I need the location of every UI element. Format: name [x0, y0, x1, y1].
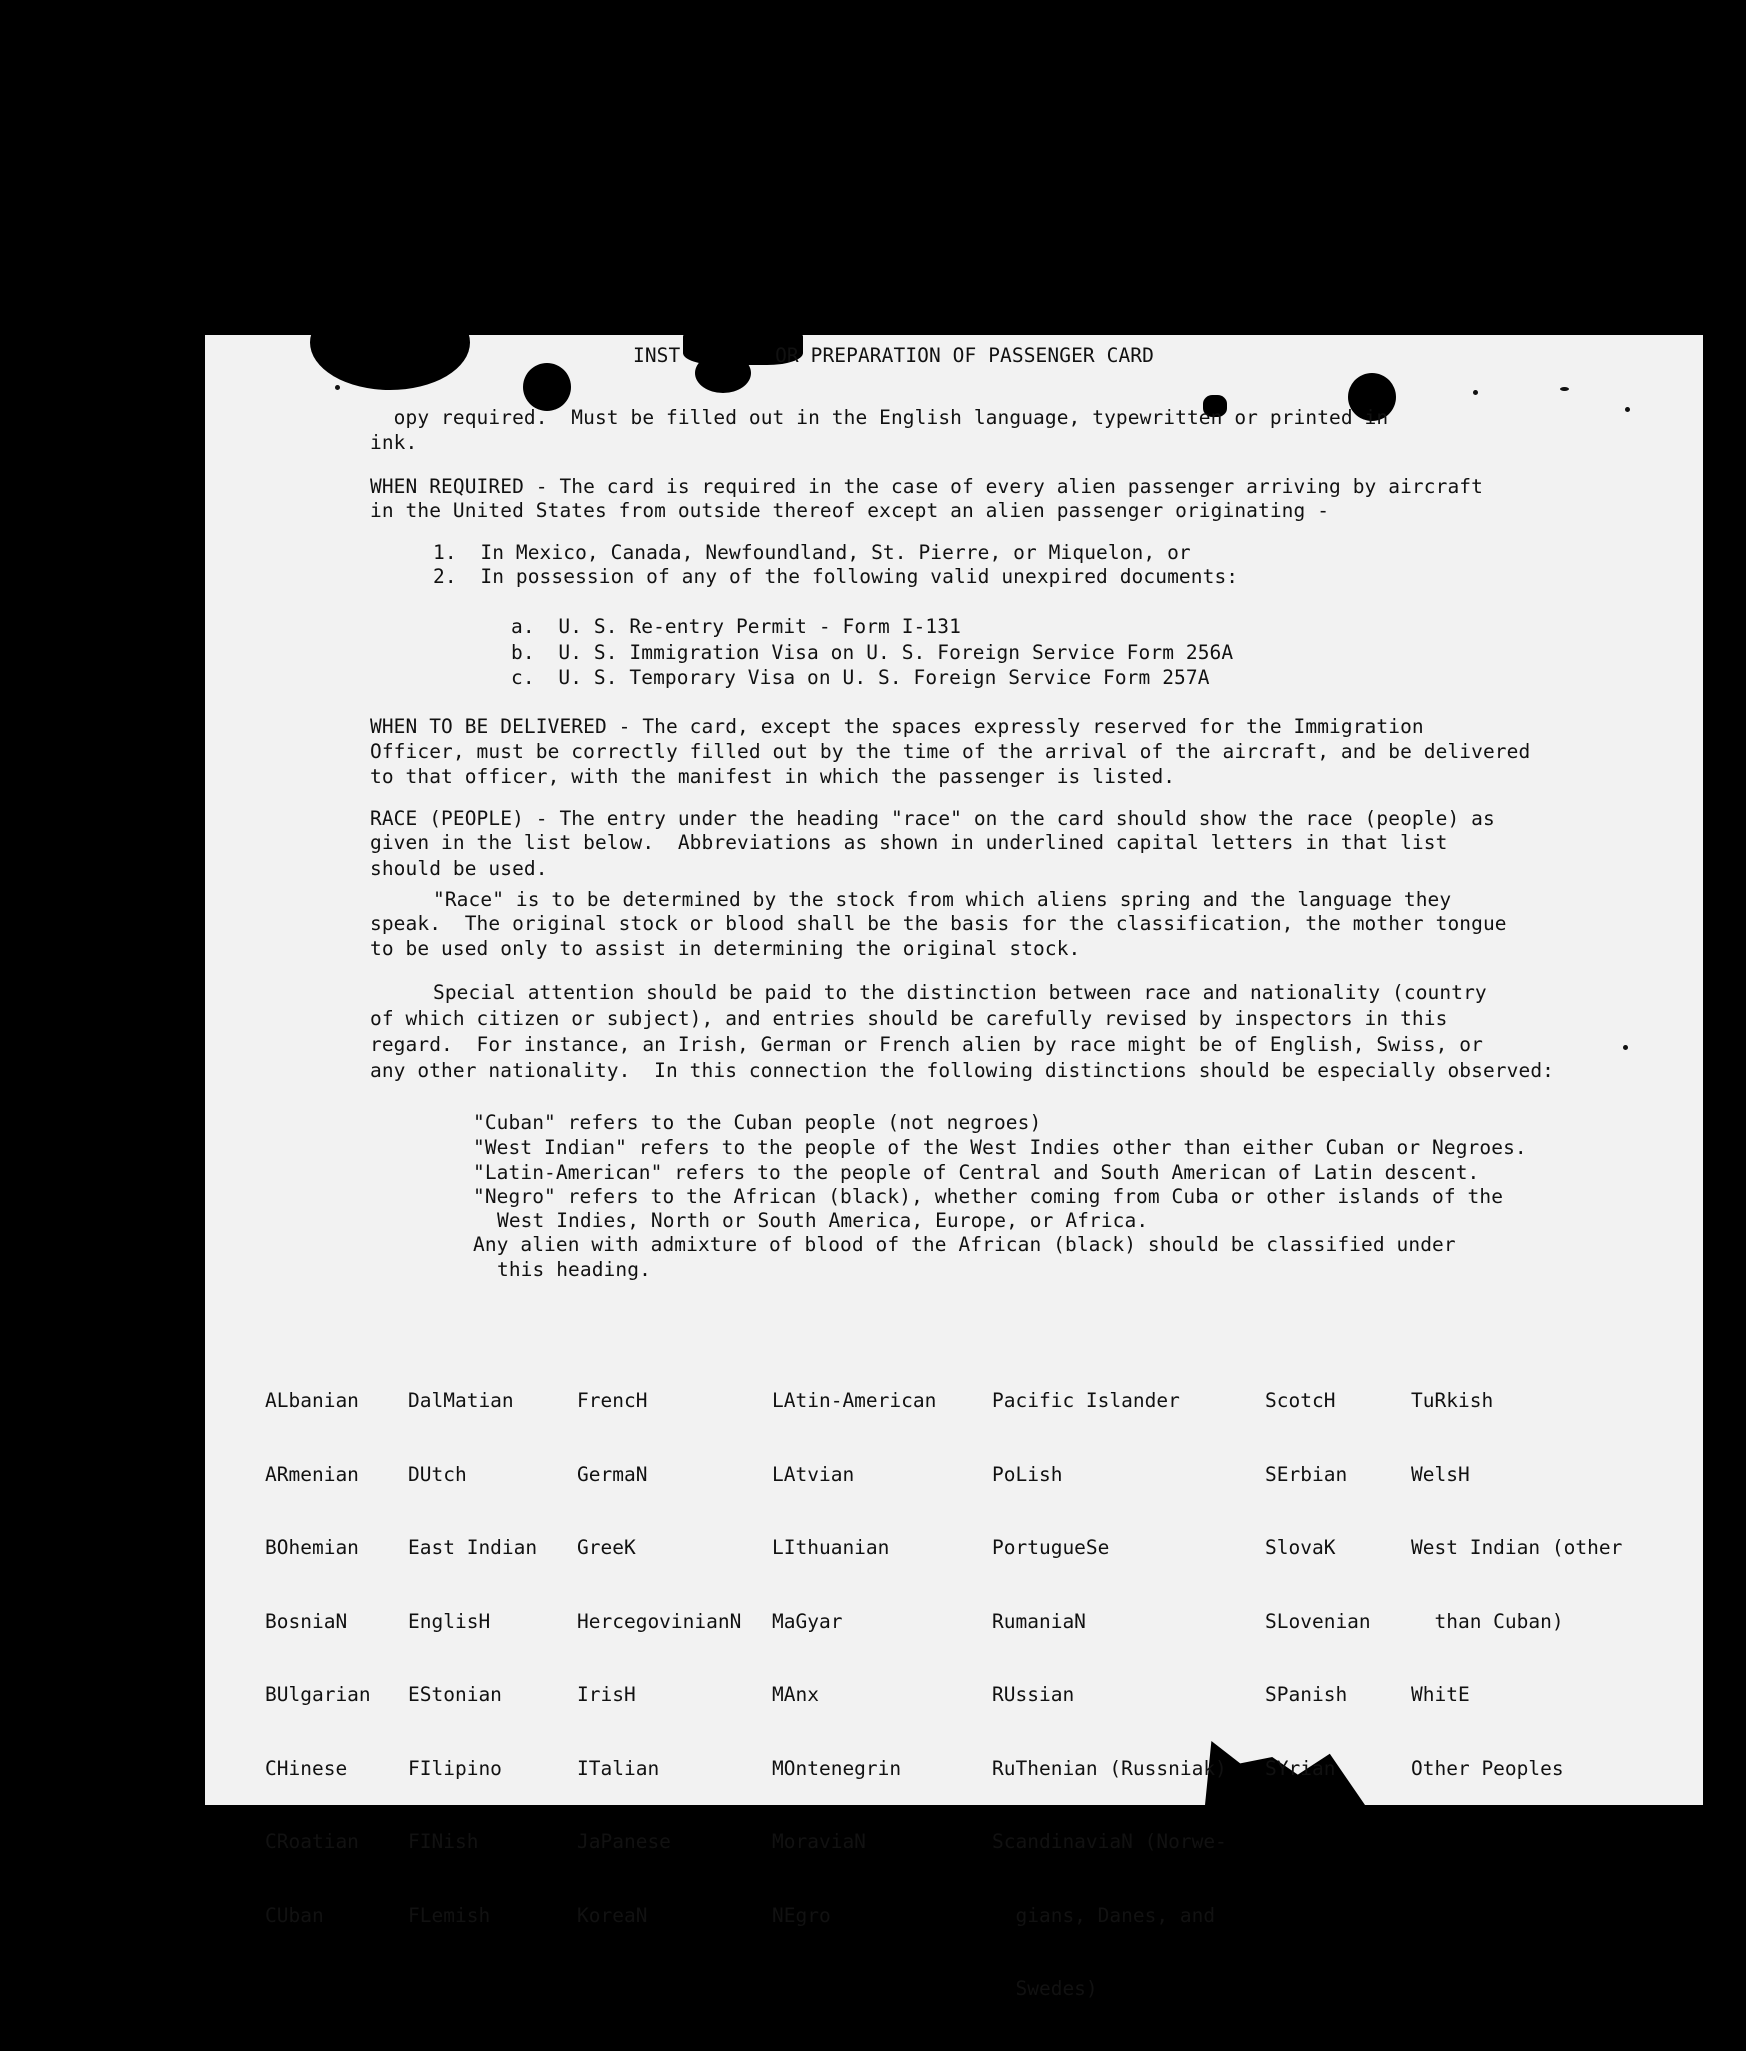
race-list-item: BosniaN — [265, 1609, 348, 1633]
distinction-negro-2: West Indies, North or South America, Europe, or Africa. — [497, 1209, 1149, 1232]
race-list-column-1 — [265, 1340, 371, 1977]
speck — [1623, 1045, 1628, 1050]
race-list-item: ALbanian — [265, 1389, 359, 1412]
race-list-item: RUssian — [992, 1683, 1075, 1706]
document-item-c: c. U. S. Temporary Visa on U. S. Foreign Service Form 257A — [511, 666, 1210, 689]
race-list-item: ARmenian — [265, 1462, 359, 1486]
race-list-item: RumaniaN — [992, 1609, 1086, 1633]
race-definition-line-1: "Race" is to be determined by the stock from which aliens spring and the language they — [433, 888, 1452, 911]
race-list-item: DalMatian — [408, 1389, 514, 1412]
race-list-item: ScandinaviaN (Norwe- — [992, 1830, 1227, 1853]
race-list-item: MoraviaN — [772, 1830, 866, 1853]
race-list-column-7 — [1411, 1340, 1622, 1830]
race-list-item: CUban — [265, 1903, 324, 1927]
race-list-item: EnglisH — [408, 1609, 491, 1633]
race-list-column-2 — [408, 1340, 537, 1977]
when-required-line-1: WHEN REQUIRED - The card is required in the case of every alien passenger arriving by aircraft — [370, 475, 1483, 498]
distinction-latin-american: "Latin-American" refers to the people of Central and South American of Latin descent. — [473, 1161, 1480, 1184]
document-item-b: b. U. S. Immigration Visa on U. S. Foreign Service Form 256A — [511, 641, 1234, 664]
race-list-item: KoreaN — [577, 1903, 648, 1927]
race-list-item: TuRkish — [1411, 1389, 1494, 1412]
race-list-column-6 — [1265, 1340, 1371, 1830]
race-list-item: ScotcH — [1265, 1389, 1336, 1412]
race-list-item: MOntenegrin — [772, 1756, 902, 1780]
exception-item-1: 1. In Mexico, Canada, Newfoundland, St. Pierre, or Miquelon, or — [433, 541, 1191, 564]
special-attention-line-1: Special attention should be paid to the distinction between race and nationality (country — [433, 981, 1487, 1004]
speck — [335, 385, 340, 390]
race-list-item: DUtch — [408, 1462, 467, 1486]
race-list-item: FrencH — [577, 1389, 648, 1412]
race-list-item: BUlgarian — [265, 1683, 371, 1706]
exception-item-2: 2. In possession of any of the following valid unexpired documents: — [433, 565, 1239, 588]
race-list-item: MaGyar — [772, 1609, 843, 1633]
race-list-item: RuThenian (Russniak) — [992, 1756, 1227, 1780]
race-list-item: EStonian — [408, 1683, 502, 1706]
special-attention-line-4: any other nationality. In this connection the following distinctions should be especially observed: — [370, 1059, 1554, 1082]
distinction-admixture-1: Any alien with admixture of blood of the African (black) should be classified under — [473, 1233, 1456, 1256]
special-attention-line-2: of which citizen or subject), and entries should be carefully revised by inspectors in this — [370, 1007, 1448, 1030]
race-list-item: gians, Danes, and — [992, 1903, 1216, 1927]
speck — [1625, 407, 1630, 412]
race-list-item: CHinese — [265, 1756, 348, 1780]
race-list-item: LAtvian — [772, 1462, 855, 1486]
document-item-a: a. U. S. Re-entry Permit - Form I-131 — [511, 615, 961, 638]
speck — [1560, 387, 1569, 391]
race-list-item: FLemish — [408, 1903, 491, 1927]
race-list-item: SlovaK — [1265, 1536, 1336, 1559]
race-list-item: MAnx — [772, 1683, 819, 1706]
race-list-item: BOhemian — [265, 1536, 359, 1559]
race-line-1: RACE (PEOPLE) - The entry under the heading "race" on the card should show the race (people) as — [370, 807, 1495, 830]
distinction-admixture-2: this heading. — [497, 1258, 651, 1281]
race-list-item: WhitE — [1411, 1683, 1470, 1706]
punch-hole-left — [523, 363, 571, 411]
race-list-item: ITalian — [577, 1756, 660, 1780]
distinction-cuban: "Cuban" refers to the Cuban people (not negroes) — [473, 1111, 1042, 1134]
when-required-line-2: in the United States from outside thereof except an alien passenger originating - — [370, 499, 1330, 522]
race-list-item: SPanish — [1265, 1683, 1348, 1706]
intro-line-2: ink. — [370, 431, 418, 454]
race-list-item: LIthuanian — [772, 1536, 890, 1559]
race-list-item: PortugueSe — [992, 1536, 1110, 1559]
race-list-item: West Indian (other — [1411, 1536, 1623, 1559]
race-list-column-4 — [772, 1340, 936, 1977]
special-attention-line-3: regard. For instance, an Irish, German or French alien by race might be of English, Swiss, or — [370, 1033, 1483, 1056]
race-line-2: given in the list below. Abbreviations as shown in underlined capital letters in that list — [370, 831, 1448, 854]
distinction-negro-1: "Negro" refers to the African (black), whether coming from Cuba or other islands of the — [473, 1185, 1504, 1208]
race-list-column-3 — [577, 1340, 741, 1977]
race-list-item: HercegovinianN — [577, 1609, 742, 1633]
race-definition-line-3: to be used only to assist in determining the original stock. — [370, 937, 1081, 960]
intro-line-1: opy required. Must be filled out in the English language, typewritten or printed in — [370, 406, 1389, 429]
race-list-item: WelsH — [1411, 1462, 1470, 1486]
race-list-item: GermaN — [577, 1462, 648, 1486]
race-definition-line-2: speak. The original stock or blood shall be the basis for the classification, the mother tongue — [370, 912, 1507, 935]
race-list-item: Other Peoples — [1411, 1756, 1564, 1780]
race-list-item: FIlipino — [408, 1756, 502, 1780]
speck — [1473, 390, 1478, 395]
race-list-item: PoLish — [992, 1462, 1063, 1486]
when-delivered-line-3: to that officer, with the manifest in which the passenger is listed. — [370, 765, 1176, 788]
race-list-item: SYrian — [1265, 1756, 1336, 1780]
race-list-item: Swedes) — [992, 1977, 1098, 2000]
race-list-item: than Cuban) — [1411, 1609, 1564, 1633]
race-list-item: IrisH — [577, 1683, 636, 1706]
when-delivered-line-1: WHEN TO BE DELIVERED - The card, except the spaces expressly reserved for the Immigration — [370, 715, 1424, 738]
distinction-west-indian: "West Indian" refers to the people of the West Indies other than either Cuban or Negroes. — [473, 1136, 1527, 1159]
race-list-item: SErbian — [1265, 1462, 1348, 1486]
race-list-item: LAtin-American — [772, 1389, 937, 1412]
document-title: INST OR PREPARATION OF PASSENGER CARD — [633, 344, 1154, 367]
race-line-3: should be used. — [370, 857, 548, 880]
race-list-item: Pacific Islander — [992, 1389, 1180, 1412]
race-list-item: CRoatian — [265, 1830, 359, 1853]
race-list-item: NEgro — [772, 1903, 831, 1927]
race-list-item: FINish — [408, 1830, 479, 1853]
torn-corner-stain — [310, 295, 470, 390]
document-page — [205, 335, 1703, 2000]
race-list-item: East Indian — [408, 1536, 538, 1559]
race-list-item: JaPanese — [577, 1830, 671, 1853]
race-list-item: GreeK — [577, 1536, 636, 1559]
race-list-item: SLovenian — [1265, 1609, 1371, 1633]
when-delivered-line-2: Officer, must be correctly filled out by the time of the arrival of the aircraft, and be delivered — [370, 740, 1531, 763]
race-list-column-5 — [992, 1340, 1227, 2051]
